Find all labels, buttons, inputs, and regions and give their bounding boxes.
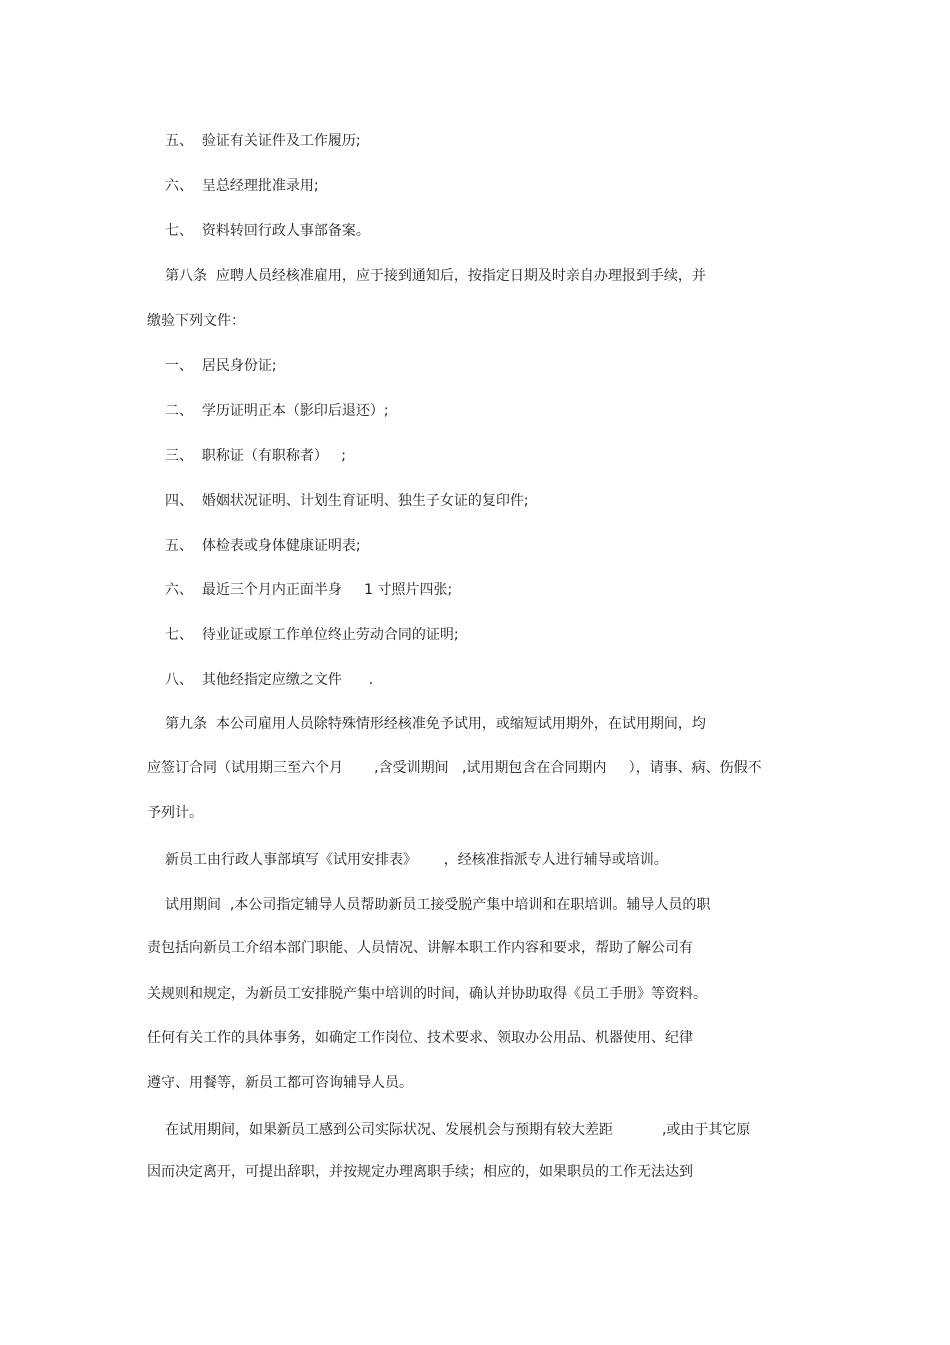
paragraph-line: 试用期间 ,本公司指定辅导人员帮助新员工接受脱产集中培训和在职培训。辅导人员的职: [165, 897, 711, 913]
paragraph-line: 遵守、用餐等，新员工都可咨询辅导人员。: [147, 1075, 413, 1091]
list-item: 七、 资料转回行政人事部备案。: [165, 223, 370, 239]
paragraph-line: 关规则和规定，为新员工安排脱产集中培训的时间，确认并协助取得《员工手册》等资料。: [147, 986, 707, 1002]
article-8-line-1: 第八条 应聘人员经核准雇用，应于接到通知后，按指定日期及时亲自办理报到手续，并: [165, 268, 706, 284]
paragraph-line: 责包括向新员工介绍本部门职能、人员情况、讲解本职工作内容和要求，帮助了解公司有: [147, 940, 693, 956]
article-9-line-2: 应签订合同（试用期三至六个月 ,含受训期间 ,试用期包含在合同期内 ），请事、病、伤假不: [147, 760, 762, 776]
paragraph-line: 新员工由行政人事部填写《试用安排表》 ，经核准指派专人进行辅导或培训。: [165, 852, 668, 868]
article-9-line-3: 予列计。: [147, 805, 203, 821]
paragraph-line: 任何有关工作的具体事务，如确定工作岗位、技术要求、领取办公用品、机器使用、纪律: [147, 1030, 693, 1046]
list-item: 七、 待业证或原工作单位终止劳动合同的证明;: [165, 627, 459, 643]
paragraph-line: 在试用期间，如果新员工感到公司实际状况、发展机会与预期有较大差距 ,或由于其它原: [165, 1122, 751, 1138]
list-item: 六、 呈总经理批准录用;: [165, 178, 319, 194]
article-9-line-1: 第九条 本公司雇用人员除特殊情形经核准免予试用，或缩短试用期外，在试用期间，均: [165, 716, 706, 732]
list-item: 二、 学历证明正本（影印后退还）;: [165, 403, 389, 419]
paragraph-line: 因而决定离开，可提出辞职，并按规定办理离职手续；相应的，如果职员的工作无法达到: [147, 1164, 693, 1180]
list-item: 五、 体检表或身体健康证明表;: [165, 538, 361, 554]
list-item: 一、 居民身份证;: [165, 358, 277, 374]
list-item: 四、 婚姻状况证明、计划生育证明、独生子女证的复印件;: [165, 493, 529, 509]
list-item: 六、 最近三个月内正面半身 1 寸照片四张;: [165, 582, 453, 598]
list-item: 八、 其他经指定应缴之文件 .: [165, 672, 374, 688]
list-item: 三、 职称证（有职称者） ;: [165, 448, 346, 464]
list-item: 五、 验证有关证件及工作履历;: [165, 133, 361, 149]
article-8-line-2: 缴验下列文件：: [147, 313, 245, 329]
